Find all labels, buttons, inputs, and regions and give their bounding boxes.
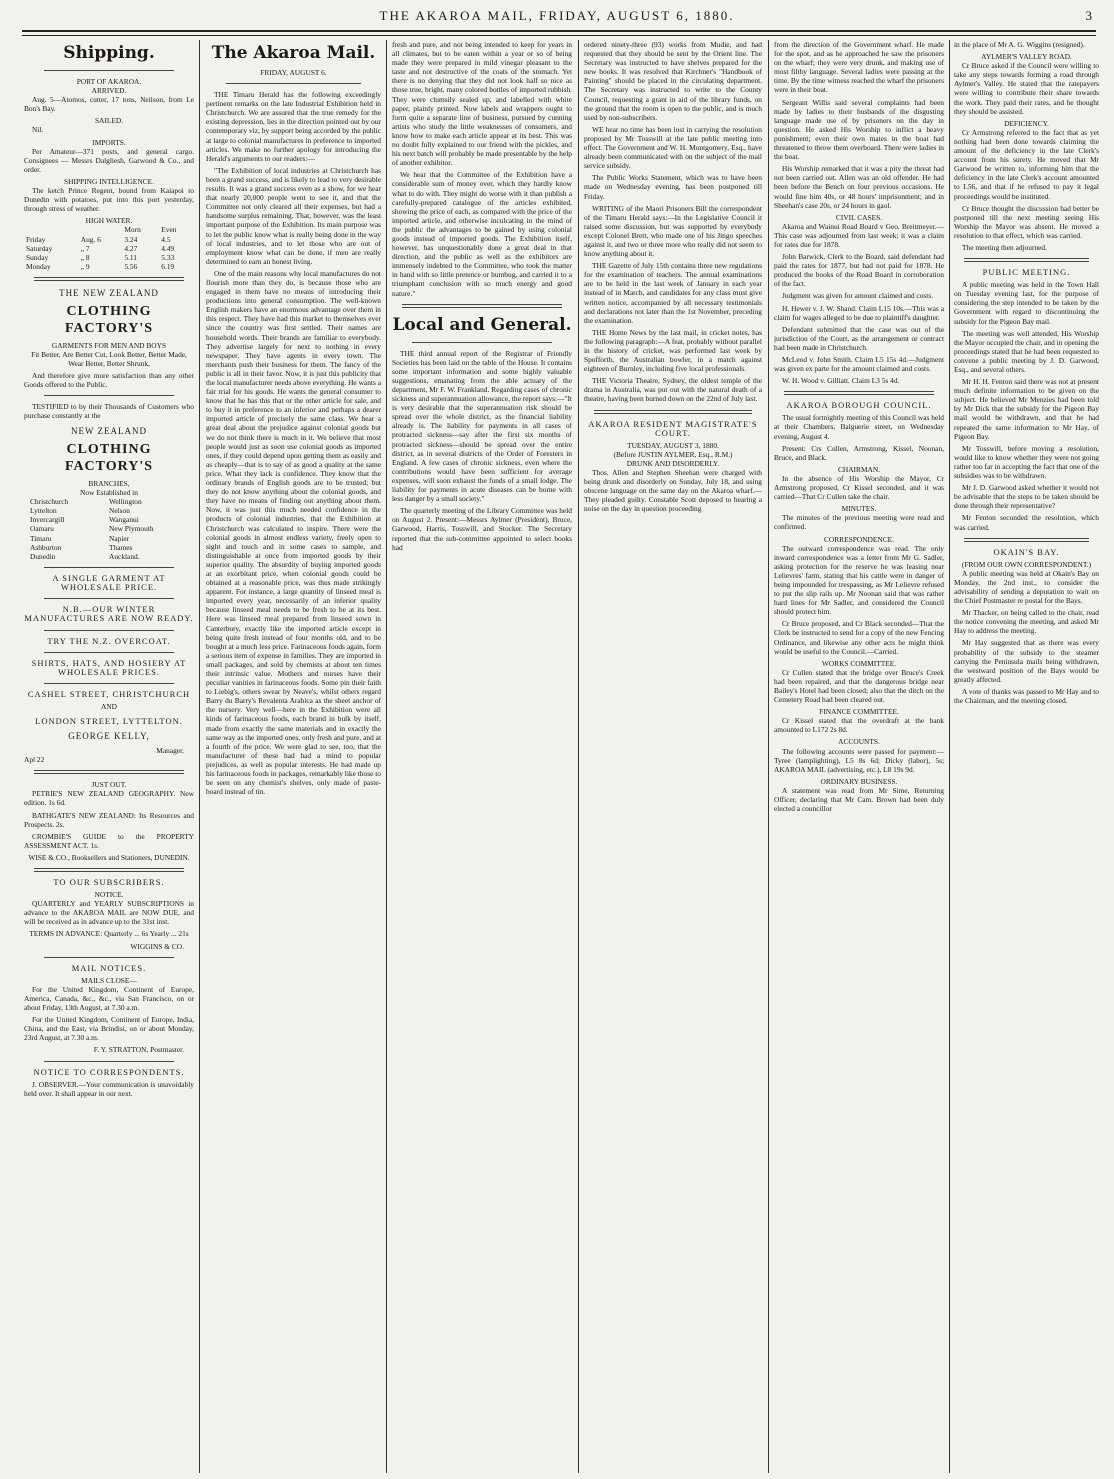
council-paragraph: Cr Armstrong referred to the fact that as yet nothing had been done towards claiming the amount of the deficiency in the late Clerk's account from his surety. He moved that Mr Garwood be written to, informing him that the deficiency in the late Clerk's account amounted to L56, and that if he refused to pay it legal proceedings would be instituted. xyxy=(954,127,1099,201)
ad-london: LONDON STREET, LYTTELTON. xyxy=(35,715,183,726)
column-1 xyxy=(24,40,194,1473)
list-item: Oamaru xyxy=(30,524,54,534)
just-out-heading: JUST OUT. xyxy=(91,780,127,790)
column-3 xyxy=(392,40,572,1473)
list-item: Wellington xyxy=(109,496,142,506)
imports-heading: IMPORTS. xyxy=(92,137,126,147)
council-paragraph: The usual fortnightly meeting of this Council was held at their Chambers, Balguerie street, on Wednesday evening, August 4. xyxy=(774,413,944,441)
list-item: Dunedin xyxy=(30,551,56,561)
ad-factory-heading-2: CLOTHING FACTORY'S xyxy=(64,441,154,474)
tides-heading: HIGH WATER. xyxy=(85,216,133,226)
court-paragraph: Sergeant Willis said several complaints had been made by ladies to their husbands of the disgusting language made use of by prisoners on the day in question. He asked His Worship to inflict a heavy punishment; even their own mates in the boat had threatened to throw them overboard. There were ladies in the boat. xyxy=(774,97,944,162)
ad-single-garment: A SINGLE GARMENT AT WHOLESALE PRICE. xyxy=(52,573,166,593)
divider xyxy=(44,630,174,631)
council-paragraph: The outward correspondence was read. The only inward correspondence was a letter from Mr G. Sadler, asking protection for the reserve he was leasing near Lelievres' farm, stating that his cattle were in danger of being impounded for trespassing, as Mr Lelievre refused to put the slip rails up. Mr Noonan said that was rather hard lines for Mr Sadler, and considered the Council should protect him. xyxy=(774,543,944,617)
council-paragraph: in the place of Mr A. G. Wiggins (resigned). xyxy=(954,40,1085,49)
court-paragraph: His Worship remarked that it was a pity the threat had not been carried out. Allen was an old offender. He had been before the Bench on four previous occasions. He would fine him 40s, or 48 hours' imprisonment; and in Sheehan's case 20s, or 24 hours in gaol. xyxy=(774,164,944,210)
meeting-paragraph: Mr Tosswill, before moving a resolution, would like to know whether they were not going rather too far in accepting the fact that one of the subsidies was to be withdrawn. xyxy=(954,443,1099,481)
notice-heading: NOTICE. xyxy=(94,890,124,900)
ad-nz-heading: THE NEW ZEALAND xyxy=(59,287,159,298)
court-paragraph: from the direction of the Government wharf. He made for the spot, and as he approached he saw the prisoners on the wharf; they were very drunk, and making use of most filthy language. Several ladies were passing at the time. By the time witness reached the wharf the prisoners were in their boat. xyxy=(774,40,944,95)
issue-date: FRIDAY, AUGUST 6. xyxy=(260,68,327,77)
ad-garments: GARMENTS FOR MEN AND BOYS xyxy=(51,340,167,350)
column-2 xyxy=(206,40,381,1473)
list-item: Ashburton xyxy=(30,542,62,552)
column-4 xyxy=(584,40,762,1473)
intel-heading: SHIPPING INTELLIGENCE. xyxy=(64,176,154,186)
column-divider xyxy=(199,40,200,1473)
column-6 xyxy=(954,40,1099,1473)
editorial-paragraph: One of the main reasons why local manufactures do not flourish more than they do, is because those who are engaged in them have no means of introducing their productions into general consumption. The well-known English makers have an enormous advantage over them in this respect. They have had this market to themselves ever since the country was first settled. Their names are household words. Their brands are familiar to everybody. They advertise largely for next to nothing in every newspaper. They have agents in every town. The merchants push their business for them. The fancy of the public is all in their favor. Now, it is just this publicity that the local manufacturer needs above everything. He wants a fair trial for his goods. He wants the general consumer to know that he has this that or the other article for sale, and to buy it in preference to an inferior and perhaps a dearer imported article of precisely the same class. We hear a great deal about the prejudice against colonial goods but we do not think there is much in it. We believe that most people would just as soon use colonial goods as imported ones, if they could depend upon getting them as easily and as cheaply—that is to say of as good a quality at the same price. What they lack is confidence. They know that the ordinary brands of English goods are to be trusted; but they do not know anything about the colonial goods, and they have no means of finding out anything about them. Now, it was just this much needed confidence in the products of colonial industries, that the Exhibition at Christchurch was calculated to inspire. There were the colonial goods in almost endless variety, freely open to sight and touch and in some cases to sample, and distinguishable at once from imported goods by their superior quality. The absurdity of buying imported goods at an exorbitant price, when colonial goods could be obtained at a reasonable price, was thus made strikingly apparent. For instance, a large quantity of linseed meal is imported every year, necessarily of an inferior quality because linseed meal needs to be fresh to be at its best. Here was linseed meal prepared from linseed sown in Canterbury, exactly like the imported article except in being quite fresh instead of four months old, and to be bought at a much less price. Farinaceous foods again, form a serious item of expense in families. They are imported in small packages, and sold by chemists at about ten times their intrinsic value. Mothers and nurses have their peculiar vanities in farinaceous foods. Some pin their faith to Liebig's, others swear by Neave's, whilst others regard Barry du Barry's Revalenta Arabica as the sheet anchor of the nursery. Very well—here in the Exhibition were all kinds of farinaceous foods, each brand in bulk by itself, made from exactly the same materials and in exactly the same way as the imported ones, only fresh and pure, and at a fourth of the price. We were glad to see, too, that the manufacturer of these had had a mind to popular prejudices, as well as popular interests. He had made up his farinaceous foods in packages, remarkably like those to be seen on any chemist's shelves, only made of paste-board instead of tin. xyxy=(206,268,381,797)
accounts-heading: ACCOUNTS. xyxy=(838,737,880,747)
ad-bathgate: BATHGATE'S NEW ZEALAND: Its Resources and Prospects. 2s. xyxy=(24,810,194,829)
ad-factory-heading: CLOTHING FACTORY'S xyxy=(64,303,154,336)
ad-winter: N.B.—OUR WINTER MANUFACTURES ARE NOW READY. xyxy=(24,604,194,624)
news-paragraph: The quarterly meeting of the Library Committee was held on August 2. Present:—Messrs Aylmer (President), Bruce, Garwood, Harris, Tosswill, and Stocker. The Secretary reported that the sub-committee appointed to select books had xyxy=(392,506,572,552)
council-paragraph: The meeting then adjourned. xyxy=(962,242,1047,252)
divider xyxy=(34,868,184,872)
meeting-paragraph: A vote of thanks was passed to Mr Hay and to the Chairman, and the meeting closed. xyxy=(954,686,1099,705)
ad-fit: Fit Better, Are Better Cut, Look Better, Better Made, Wear Better, Better Shrunk, xyxy=(31,349,187,369)
news-paragraph: THE Gazette of July 15th contains three new regulations for the examination of teachers. The annual examinations are to be held in the last week of January in each year instead of in March, and candidates for any class must give written notice, accompanied by all necessary testimonials and declarations not later than the 1st November, preceding the examination. xyxy=(584,261,762,325)
paper-title: The Akaroa Mail. xyxy=(211,43,376,63)
subscribers-heading: TO OUR SUBSCRIBERS. xyxy=(53,877,165,888)
ad-established: Now Established in xyxy=(80,487,138,497)
ad-cashel: CASHEL STREET, CHRISTCHURCH xyxy=(27,688,191,699)
court-paragraph: H. Hewer v. J. W. Shand. Claim L15 10s.—This was a claim for wages alleged to be due to plaintiff's daughter. xyxy=(774,303,944,322)
list-item: Nelson xyxy=(109,505,130,515)
works-heading: WORKS COMMITTEE. xyxy=(821,658,897,668)
divider xyxy=(226,83,361,84)
court-paragraph: Thos. Allen and Stephen Sheehan were charged with being drunk and disorderly on Sunday, July 18, and using obscene language on the same day on the Akaroa wharf.—They pleaded guilty. Constable Scott deposed to hearing a noise on the day in question proceeding xyxy=(584,468,762,514)
council-paragraph: Cr Bruce asked if the Council were willing to take any steps towards forming a road through Aylmer's Valley. He stated that the ratepayers were willing to contribute their share towards the work. They paid their rates, and he thought they should be assisted. xyxy=(954,61,1099,116)
masthead-title: THE AKAROA MAIL, FRIDAY, AUGUST 6, 1880. xyxy=(379,8,735,23)
correspondence-heading: CORRESPONDENCE. xyxy=(823,534,895,544)
list-item: Lyttelton xyxy=(30,505,57,515)
divider xyxy=(44,567,174,568)
list-item: Invercargill xyxy=(30,515,65,525)
divider xyxy=(594,410,752,414)
divider xyxy=(964,258,1089,262)
local-general-heading: Local and General. xyxy=(392,314,572,335)
council-paragraph: The minutes of the previous meeting were read and confirmed. xyxy=(774,513,944,532)
ordinary-business-heading: ORDINARY BUSINESS. xyxy=(820,776,898,786)
imports-text: Per Amateur—371 posts, and general cargo. Consignees — Messrs Dalgliesh, Garwood & Co., and order. xyxy=(24,146,194,174)
terms-text: TERMS IN ADVANCE: Quarterly ... 6s Yearly ... 21s xyxy=(29,929,189,939)
court-paragraph: W. H. Wood v. Gilliatt. Claim L3 5s 4d. xyxy=(782,376,900,386)
deficiency-heading: DEFICIENCY. xyxy=(1004,118,1049,128)
arrived-text: Aug. 5—Atomos, cutter, 17 tons, Neilson, from Le Bon's Bay. xyxy=(24,95,194,114)
council-paragraph: Cr Kissel stated that the overdraft at the bank amounted to L172 2s 8d. xyxy=(774,716,944,735)
news-paragraph: THE third annual report of the Registrar of Friendly Societies has been laid on the table of the House. It contains some important information and some highly valuable suggestions, emanating from the able actuary of the department, Mr F. W. Frankland. Regarding cases of chronic sickness and superannuation allowance, the report says:—"It is very desirable that the superannuation risk should be spread over the whole district, as the financial liability already is. The liability for payments in all cases of protracted sickness—say after the first six months of protracted sickness—should be spread over the entire district, as in several districts of the Order of Foresters in England. A few cases of chronic sickness, even where the contributions would have been sufficient for average expenses, will soon exhaust the funds of a small lodge. The liability for payments in acute diseases can be borne with less danger by a small society." xyxy=(392,348,572,504)
meeting-paragraph: Mr H. H. Fenton said there was not at present much definite information to be given on the subject. He believed Mr Menzies had been told by Mr Dick that the subsidy for the Pigeon Bay mail would be withdrawn, and that he had repeated the same information to Mr Hay, of Pigeon Bay. xyxy=(954,377,1099,441)
ad-date: Apl 22 xyxy=(24,755,45,765)
sailed-heading: SAILED. xyxy=(94,116,124,126)
divider xyxy=(44,70,174,71)
council-paragraph: In the absence of His Worship the Mayor, Cr Armstrong proposed, Cr Kissel seconded, and it was carried—That Cr Cullen take the chair. xyxy=(774,473,944,502)
ad-petrie: PETRIE'S NEW ZEALAND GEOGRAPHY. New edition. 1s 6d. xyxy=(24,789,194,808)
list-item: Napier xyxy=(109,533,130,543)
ad-and: AND xyxy=(100,701,117,711)
editorial-paragraph: THE Timaru Herald has the following exceedingly pertinent remarks on the late Industrial Exhibition held in Christchurch. We are assured that the true remedy for the existing depression, lies in the direction pointed out by our contemporary viz, by support being accorded by the public at large to colonial manufactures in preference to imported articles. We make no further apology for introducing the Herald's arguments to our readers:— xyxy=(206,90,381,163)
news-paragraph: WE hear no time has been lost in carrying the resolution proposed by Mr Tosswill at the late public meeting into effect. The Government and W. H. Montgomery, Esq., have already been communicated with on the subject of the mail service subsidy. xyxy=(584,124,762,171)
borough-council-heading: AKAROA BOROUGH COUNCIL. xyxy=(786,400,932,411)
court-paragraph: Defendant submitted that the case was out of the jurisdiction of the Court, as the arrangement or contract had been made in Christchurch. xyxy=(774,324,944,352)
divider xyxy=(784,391,934,395)
meeting-paragraph: A public meeting was held in the Town Hall on Tuesday evening last, for the purpose of considering the step intended to be taken by the Government with regard to discontinuing the subsidy for the Pigeon Bay mail. xyxy=(954,280,1099,326)
list-item: Thames xyxy=(109,542,133,552)
council-paragraph: Cr Bruce proposed, and Cr Black seconded—That the Clerk be instructed to send for a copy of the new Fencing Ordinance, and likewise any other acts he might think would be useful to the Council.—Carried. xyxy=(774,619,944,656)
divider xyxy=(964,538,1089,542)
ad-manager: Manager. xyxy=(156,746,184,756)
divider xyxy=(44,1061,174,1062)
editorial-paragraph: We hear that the Committee of the Exhibition have a considerable sum of money over, which they hardly know what to do with. They might do worse with it than publish a carefully-prepared catalogue of the articles exhibited, showing the price of each, as compared with the price of the imported article, and otherwise inculcating in the mind of the public the advantages to be gained by using colonial goods instead of imported goods. The Exhibition itself, however, has unquestionably done a great deal in that direction, and the public as well as the exhibitors are immensely indebted to the Committee, who took the matter in hand with so little pretence or humbug, and carried it to a triumphant conclusion with so much energy and good nature." xyxy=(392,170,572,298)
divider xyxy=(44,395,174,396)
branch-list xyxy=(30,497,188,561)
editorial-paragraph: fresh and pure, and not being intended to keep for years in all climates, but to be eaten within a year or so of being made they were prepared in mild vinegar pleasant to the taste and not destructive of the coats of the stomach. Yet there is no denying that they did not look half so nice as those true, bright, many colored bottles of imported rubbish. They were clumsily sealed up, and labelled with white paper, plainly printed. Now labels and wrappers ought to form quite a separate line of business, pursued by cunning artists who study the little weaknesses of consumers, and know how to make each article appear at its best. This was no doubt fully explained to our friend with the pickles, and his next batch will probably be made presentable by the help of another exhibitor. xyxy=(392,40,572,168)
meeting-paragraph: A public meeting was held at Okain's Bay on Monday, the 2nd inst., to consider the advisability of sending a deputation to wait on the Chief Postmaster re postal for the Bays. xyxy=(954,568,1099,606)
court-paragraph: John Barwick, Clerk to the Board, said defendant had paid the rates for 1877, but had not paid for 1878. He produced the books of the Road Board in corroboration of the fact. xyxy=(774,252,944,289)
court-date: TUESDAY, AUGUST 3, 1880. xyxy=(627,440,719,450)
ad-shirts: SHIRTS, HATS, AND HOSIERY AT WHOLESALE PRICES. xyxy=(31,657,187,677)
court-heading: AKAROA RESIDENT MAGISTRATE'S COURT. xyxy=(588,418,758,438)
aylmer-heading: AYLMER'S VALLEY ROAD. xyxy=(981,52,1072,62)
divider xyxy=(402,304,562,308)
court-paragraph: McLeod v. John Smith. Claim L5 15s 4d.—Judgment was given ex parte for the amount claimed and costs. xyxy=(774,355,944,374)
arrived-heading: ARRIVED. xyxy=(91,86,127,96)
column-divider xyxy=(768,40,769,1473)
table-row: Sunday „ 8 5.11 5.33 xyxy=(26,252,175,262)
meeting-paragraph: Mr Fenton seconded the resolution, which was carried. xyxy=(954,513,1099,532)
list-item: Wanganui xyxy=(109,515,139,525)
court-paragraph: Akaroa and Wainui Road Board v Geo. Breitmeyer.—This case was adjourned from last week; it was a claim for rates due for 1878. xyxy=(774,221,944,249)
port-heading: PORT OF AKAROA. xyxy=(76,77,142,86)
list-item: Timaru xyxy=(30,533,52,543)
postmaster-signature: F. Y. STRATTON, Postmaster. xyxy=(93,1045,184,1055)
civil-cases-heading: CIVIL CASES. xyxy=(835,212,883,222)
ad-nz-heading-2: NEW ZEALAND xyxy=(70,425,148,436)
sailed-text: Nil. xyxy=(32,125,44,135)
mail-text-2: For the United Kingdom, Continent of Europe, India, China, and the East, via Brindisi, on or about Monday, 23rd August, at 7.30 a.m. xyxy=(24,1015,194,1043)
okains-bay-heading: OKAIN'S BAY. xyxy=(993,546,1060,557)
tides-table xyxy=(24,225,194,270)
divider xyxy=(44,598,174,599)
intel-text: The ketch Prince Regent, bound from Kaiapoi to Dunedin with potatoes, put into this port yesterday, through stress of weather. xyxy=(24,186,194,214)
ad-satisfaction: And therefore give more satisfaction than any other Goods offered to the Public. xyxy=(24,371,194,390)
council-paragraph: Cr Bruce thought the discussion had better be postponed till the next meeting seeing His Worship the Mayor was absent. He moved a resolution to that effect, which was carried. xyxy=(954,203,1099,240)
news-paragraph: The Public Works Statement, which was to have been made on Wednesday evening, has been postponed till Friday. xyxy=(584,173,762,201)
ad-testified: TESTIFIED to by their Thousands of Customers who purchase constantly at the xyxy=(24,402,194,421)
meeting-paragraph: Mr Hay suggested that as there was every probability of the subsidy to the steamer carrying the Peninsula mails being withdrawn, the westward position of the Bays would be greatly affected. xyxy=(954,638,1099,684)
finance-heading: FINANCE COMMITTEE. xyxy=(819,707,899,717)
ad-wise: WISE & CO., Booksellers and Stationers, DUNEDIN. xyxy=(28,852,190,862)
council-paragraph: The following accounts were passed for payment:—Tyree (lamplighting), L5 8s 6d; Dicky (labor), 5s; AKAROA MAIL (advertising, etc.), L8 19s 9d. xyxy=(774,746,944,774)
meeting-paragraph: The meeting was well attended, His Worship the Mayor occupied the chair, and in opening the proceedings stated that he had been requested to convene a public meeting by J. D. Garwood, Esq., and several others. xyxy=(954,328,1099,374)
news-paragraph: WRITING of the Maori Prisoners Bill the correspondent of the Timaru Herald says:—In the Legislative Council it raised some discussion, but was supported by everybody except Colonel Brett, who made one of his Jingo speeches against it, and two or three more who really did not seem to know anything about it. xyxy=(584,203,762,259)
notice-text: QUARTERLY and YEARLY SUBSCRIPTIONS in advance to the AKAROA MAIL are NOW DUE, and will be received as in advance up to the 31st inst. xyxy=(24,899,194,927)
wiggins-signature: WIGGINS & CO. xyxy=(130,941,184,951)
divider xyxy=(44,683,174,684)
shipping-heading: Shipping. xyxy=(63,43,155,63)
masthead-rule xyxy=(22,30,1096,36)
table-row: Saturday „ 7 4.27 4.49 xyxy=(26,243,175,253)
table-row: Friday Aug. 6 3.24 4.5 xyxy=(26,234,171,244)
meeting-paragraph: Mr Thacker, on being called to the chair, read the notice convening the meeting, and asked Mr Hay to address the meeting. xyxy=(954,608,1099,636)
chairman-heading: CHAIRMAN. xyxy=(837,464,881,474)
council-paragraph: Cr Cullen stated that the bridge over Bruce's Creek had been repaired, and that the dangerous bridge near Bailey's Hotel had been closed; also that the ditch on the Cemetery Road had been cleared out. xyxy=(774,667,944,705)
page-number: 3 xyxy=(1085,8,1092,23)
list-item: New Plymouth xyxy=(109,524,154,534)
ad-overcoat: TRY THE N.Z. OVERCOAT. xyxy=(47,635,171,646)
court-paragraph: Judgment was given for amount claimed and costs. xyxy=(782,291,934,301)
court-subheading: DRUNK AND DISORDERLY. xyxy=(626,458,720,468)
correspondents-text: J. OBSERVER.—Your communication is unavoidably held over. It shall appear in our next. xyxy=(24,1079,194,1098)
public-meeting-heading: PUBLIC MEETING. xyxy=(982,267,1071,278)
meeting-paragraph: Mr J. D. Garwood asked whether it would not be advisable that the steps to be taken should be done through their representative? xyxy=(954,483,1099,511)
divider xyxy=(44,652,174,653)
list-item: Auckland. xyxy=(109,551,140,561)
editorial-paragraph: "The Exhibition of local industries at Christchurch has been a grand success, and is likely to lead to very desirable results. It was a grand success even as a show, for we hear that nearly 20,000 people went to see it, and that the Committee not only cleared all their expenses, but had a handsome surplus remaining. That, however, was the least important purpose of the Exhibition. Its main purpose was to let the public know what is really being done in the way of local industries, and to let those who are out of employment know what can be done, if men are really determined to earn an honest living. xyxy=(206,165,381,266)
news-paragraph: ordered ninety-three (93) works from Mudie, and had requested that they should be sent by the Orient line. The Secretary was instructed to have shelves prepared for the new books. It was resolved that Kirchner's "Handbook of Painting" should be placed in the circulating department. The Secretary was instructed to write to the County Council, requesting a grant in aid of the library funds, on the ground that the room is open to the public, and is much used by non-subscribers. xyxy=(584,40,762,122)
council-paragraph: Present: Crs Cullen, Armstrong, Kissel, Noonan, Bruce, and Black. xyxy=(774,443,944,462)
ad-crombie: CROMBIE'S GUIDE to the PROPERTY ASSESSMENT ACT. 1s. xyxy=(24,831,194,850)
table-row: Monday „ 9 5.56 6.19 xyxy=(26,261,175,271)
ad-branches: BRANCHES, xyxy=(88,478,130,488)
court-bench: (Before JUSTIN AYLMER, Esq., R.M.) xyxy=(613,449,733,459)
divider xyxy=(34,277,184,281)
mail-notices-heading: MAIL NOTICES. xyxy=(71,962,147,973)
column-5 xyxy=(774,40,944,1473)
divider xyxy=(44,957,174,958)
tides-header-row: Morn Even xyxy=(124,225,177,235)
mails-close: MAILS CLOSE— xyxy=(81,975,137,985)
column-divider xyxy=(386,40,387,1473)
list-item: Christchurch xyxy=(30,496,69,506)
okains-bay-subheading: (FROM OUR OWN CORRESPONDENT.) xyxy=(961,559,1092,569)
column-divider xyxy=(578,40,579,1473)
news-paragraph: THE Victoria Theatre, Sydney, the oldest temple of the drama in Australia, was put out with the natural death of a theatre, having been burned down on the 22nd of July last. xyxy=(584,376,762,404)
column-divider xyxy=(949,40,950,1473)
divider xyxy=(34,770,184,774)
mail-text-1: For the United Kingdom, Continent of Europe, America, Canada, &c., &c., via San Francisco, on or about Friday, 13th August, at 7.30 a.m. xyxy=(24,984,194,1013)
council-paragraph: A statement was read from Mr Sime, Returning Officer, declaring that Mr Cam. Brown had been duly elected a councillor xyxy=(774,785,944,814)
correspondents-heading: NOTICE TO CORRESPONDENTS. xyxy=(33,1066,185,1077)
ad-kelly: GEORGE KELLY, xyxy=(68,731,150,742)
news-paragraph: THE Home News by the last mail, in cricket notes, has the following paragraph:—A feat, probably without parallel in the history of cricket, was performed last week by Spofforth, the Australian bowler, in a match against eighteen of Burnley, including five local professionals. xyxy=(584,327,762,374)
minutes-heading: MINUTES. xyxy=(841,504,877,514)
divider xyxy=(412,342,552,343)
